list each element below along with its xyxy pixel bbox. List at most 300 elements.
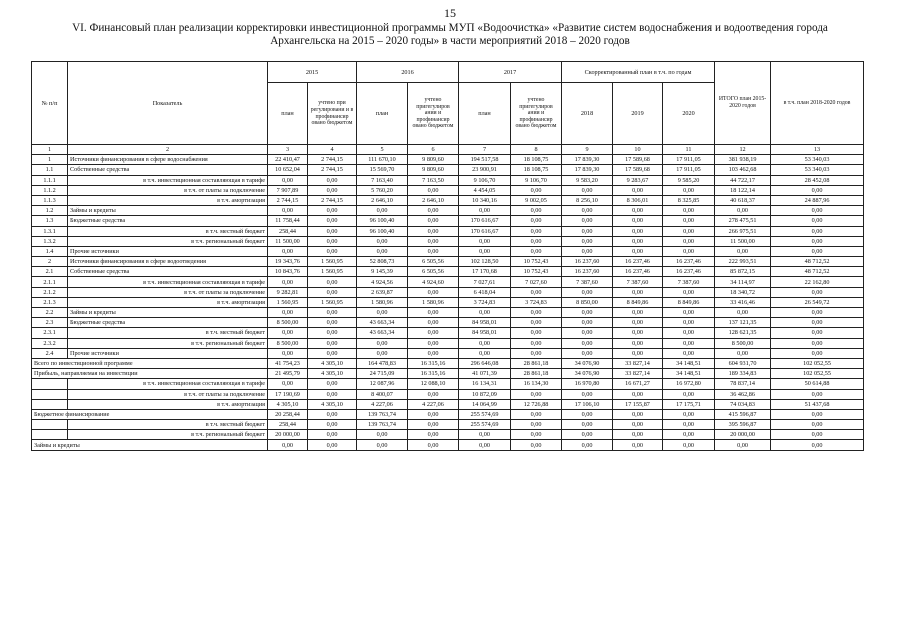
value-cell: 0,00 xyxy=(771,420,864,430)
header-adjusted-plan: Скорректированный план в т.ч. по годам xyxy=(562,62,715,83)
value-cell: 0,00 xyxy=(408,440,459,450)
value-cell: 10 872,09 xyxy=(459,389,511,399)
value-cell: 139 763,74 xyxy=(357,409,408,419)
value-cell: 0,00 xyxy=(308,348,357,358)
title-line-2: Архангельска на 2015 – 2020 годы» в части мероприятий 2018 – 2020 годов xyxy=(270,35,630,47)
table-row xyxy=(32,216,864,226)
value-cell: 16 237,60 xyxy=(562,257,613,267)
value-cell: 9 002,05 xyxy=(511,195,562,205)
value-cell: 0,00 xyxy=(613,318,663,328)
value-cell: 0,00 xyxy=(613,236,663,246)
value-cell: 11 500,00 xyxy=(268,236,308,246)
value-cell: 255 574,69 xyxy=(459,409,511,419)
value-cell: 17 589,68 xyxy=(613,155,663,165)
row-number: 2 xyxy=(32,257,68,267)
value-cell: 0,00 xyxy=(613,185,663,195)
row-label: в т.ч. от платы за подключение xyxy=(68,389,268,399)
value-cell: 0,00 xyxy=(613,348,663,358)
value-cell: 0,00 xyxy=(308,389,357,399)
row-number: 1.1.3 xyxy=(32,195,68,205)
row-label: в т.ч. региональный бюджет xyxy=(68,236,268,246)
value-cell: 0,00 xyxy=(308,308,357,318)
value-cell: 4 924,60 xyxy=(408,277,459,287)
value-cell: 0,00 xyxy=(268,206,308,216)
value-cell: 0,00 xyxy=(562,338,613,348)
value-cell: 0,00 xyxy=(663,430,715,440)
value-cell: 51 437,68 xyxy=(771,399,864,409)
value-cell: 0,00 xyxy=(408,318,459,328)
value-cell: 0,00 xyxy=(357,236,408,246)
value-cell: 0,00 xyxy=(357,246,408,256)
value-cell: 33 827,14 xyxy=(613,369,663,379)
value-cell: 0,00 xyxy=(308,277,357,287)
value-cell: 20 000,00 xyxy=(715,430,771,440)
value-cell: 164 478,83 xyxy=(357,358,408,368)
value-cell: 170 616,67 xyxy=(459,226,511,236)
value-cell: 278 475,51 xyxy=(715,216,771,226)
value-cell: 0,00 xyxy=(663,226,715,236)
value-cell: 128 621,35 xyxy=(715,328,771,338)
value-cell: 0,00 xyxy=(408,236,459,246)
value-cell: 4 227,06 xyxy=(357,399,408,409)
row-label: Прочие источники xyxy=(68,246,268,256)
value-cell: 0,00 xyxy=(308,440,357,450)
row-label: в т.ч. местный бюджет xyxy=(68,420,268,430)
header-plan-2017: план xyxy=(459,83,511,145)
header-incl: в т.ч. план 2018-2020 годов xyxy=(771,62,864,145)
value-cell: 23 900,91 xyxy=(459,165,511,175)
value-cell: 0,00 xyxy=(562,409,613,419)
value-cell: 0,00 xyxy=(771,348,864,358)
financial-plan-table xyxy=(31,61,864,451)
value-cell: 53 340,03 xyxy=(771,165,864,175)
table-row xyxy=(32,155,864,165)
value-cell: 9 585,20 xyxy=(663,175,715,185)
title-line-1: VI. Финансовый план реализации корректировки инвестиционной программы МУП «Водоочистка» «Развитие систем водоснабжения и водоотведения города xyxy=(72,22,828,34)
value-cell: 8 400,07 xyxy=(357,389,408,399)
value-cell: 10 752,43 xyxy=(511,267,562,277)
value-cell: 0,00 xyxy=(771,389,864,399)
value-cell: 0,00 xyxy=(613,287,663,297)
row-label: Бюджетные средства xyxy=(68,216,268,226)
row-label: в т.ч. от платы за подключение xyxy=(68,185,268,195)
value-cell: 0,00 xyxy=(771,318,864,328)
table-row xyxy=(32,246,864,256)
value-cell: 34 148,51 xyxy=(663,369,715,379)
value-cell: 0,00 xyxy=(511,348,562,358)
value-cell: 0,00 xyxy=(663,389,715,399)
value-cell: 0,00 xyxy=(511,389,562,399)
row-label: Собственные средства xyxy=(68,267,268,277)
value-cell: 2 744,15 xyxy=(308,155,357,165)
value-cell: 0,00 xyxy=(715,206,771,216)
value-cell: 96 100,40 xyxy=(357,216,408,226)
value-cell: 0,00 xyxy=(613,338,663,348)
value-cell: 0,00 xyxy=(268,277,308,287)
value-cell: 16 237,46 xyxy=(663,267,715,277)
value-cell: 266 975,51 xyxy=(715,226,771,236)
value-cell: 0,00 xyxy=(268,379,308,389)
value-cell: 9 106,70 xyxy=(459,175,511,185)
value-cell: 0,00 xyxy=(663,440,715,450)
value-cell: 0,00 xyxy=(511,328,562,338)
value-cell: 85 872,15 xyxy=(715,267,771,277)
value-cell: 4 305,10 xyxy=(308,358,357,368)
row-number: 2.2 xyxy=(32,308,68,318)
value-cell: 34 148,51 xyxy=(663,358,715,368)
table-row xyxy=(32,399,864,409)
value-cell: 14 064,99 xyxy=(459,399,511,409)
value-cell: 22 162,80 xyxy=(771,277,864,287)
table-row xyxy=(32,348,864,358)
value-cell: 0,00 xyxy=(562,216,613,226)
table-row xyxy=(32,379,864,389)
value-cell: 0,00 xyxy=(511,206,562,216)
table-row xyxy=(32,430,864,440)
header-2019: 2019 xyxy=(613,83,663,145)
value-cell: 36 462,86 xyxy=(715,389,771,399)
table-body xyxy=(32,155,864,450)
row-number: 1.3.1 xyxy=(32,226,68,236)
header-accounted-2016: учтено пригегулиров ании и профинансир овано бюджетом xyxy=(408,83,459,145)
value-cell: 0,00 xyxy=(408,328,459,338)
value-cell: 4 227,06 xyxy=(408,399,459,409)
value-cell: 18 122,14 xyxy=(715,185,771,195)
value-cell: 9 809,60 xyxy=(408,165,459,175)
value-cell: 258,44 xyxy=(268,420,308,430)
value-cell: 0,00 xyxy=(511,440,562,450)
value-cell: 1 580,96 xyxy=(357,297,408,307)
table-row xyxy=(32,206,864,216)
value-cell: 0,00 xyxy=(357,308,408,318)
value-cell: 0,00 xyxy=(562,420,613,430)
value-cell: 0,00 xyxy=(613,206,663,216)
value-cell: 0,00 xyxy=(771,246,864,256)
value-cell: 0,00 xyxy=(771,216,864,226)
value-cell: 11 758,44 xyxy=(268,216,308,226)
value-cell: 0,00 xyxy=(268,328,308,338)
value-cell: 0,00 xyxy=(771,440,864,450)
row-number xyxy=(32,379,68,389)
row-label: в т.ч. региональный бюджет xyxy=(68,338,268,348)
value-cell: 0,00 xyxy=(562,328,613,338)
value-cell: 296 646,08 xyxy=(459,358,511,368)
value-cell: 9 282,81 xyxy=(268,287,308,297)
header-accounted-2015: учтено при регулировани и в профинансир овано бюджетом xyxy=(308,83,357,145)
value-cell: 8 306,01 xyxy=(613,195,663,205)
value-cell: 44 722,17 xyxy=(715,175,771,185)
value-cell: 2 744,15 xyxy=(308,165,357,175)
value-cell: 0,00 xyxy=(308,206,357,216)
value-cell: 0,00 xyxy=(308,246,357,256)
row-number: 1.1 xyxy=(32,165,68,175)
row-label: в т.ч. местный бюджет xyxy=(68,328,268,338)
value-cell: 84 958,01 xyxy=(459,318,511,328)
value-cell: 7 907,89 xyxy=(268,185,308,195)
value-cell: 1 560,95 xyxy=(308,257,357,267)
value-cell: 0,00 xyxy=(308,287,357,297)
value-cell: 0,00 xyxy=(357,338,408,348)
value-cell: 16 671,27 xyxy=(613,379,663,389)
value-cell: 0,00 xyxy=(613,440,663,450)
value-cell: 0,00 xyxy=(663,409,715,419)
value-cell: 0,00 xyxy=(715,246,771,256)
value-cell: 415 596,87 xyxy=(715,409,771,419)
row-number: 2.3.2 xyxy=(32,338,68,348)
header-plan-2016: план xyxy=(357,83,408,145)
value-cell: 0,00 xyxy=(357,348,408,358)
value-cell: 48 712,52 xyxy=(771,257,864,267)
value-cell: 22 410,47 xyxy=(268,155,308,165)
value-cell: 0,00 xyxy=(511,246,562,256)
document-title xyxy=(30,22,870,48)
value-cell: 0,00 xyxy=(562,348,613,358)
table-row xyxy=(32,185,864,195)
column-number: 11 xyxy=(663,145,715,155)
table-row xyxy=(32,297,864,307)
value-cell: 0,00 xyxy=(663,216,715,226)
header-2018: 2018 xyxy=(562,83,613,145)
value-cell: 0,00 xyxy=(308,409,357,419)
value-cell: 0,00 xyxy=(459,338,511,348)
table-row xyxy=(32,236,864,246)
value-cell: 0,00 xyxy=(663,206,715,216)
table-row xyxy=(32,267,864,277)
value-cell: 2 646,10 xyxy=(357,195,408,205)
column-number: 9 xyxy=(562,145,613,155)
value-cell: 139 763,74 xyxy=(357,420,408,430)
value-cell: 189 334,83 xyxy=(715,369,771,379)
value-cell: 9 809,60 xyxy=(408,155,459,165)
value-cell: 18 108,75 xyxy=(511,165,562,175)
row-label: в т.ч. инвестиционная составляющая в тарифе xyxy=(68,379,268,389)
value-cell: 6 505,56 xyxy=(408,257,459,267)
value-cell: 0,00 xyxy=(308,379,357,389)
value-cell: 48 712,52 xyxy=(771,267,864,277)
value-cell: 255 574,69 xyxy=(459,420,511,430)
column-number: 12 xyxy=(715,145,771,155)
value-cell: 1 560,95 xyxy=(268,297,308,307)
value-cell: 0,00 xyxy=(771,409,864,419)
row-label: в т.ч. амортизация xyxy=(68,297,268,307)
value-cell: 74 034,83 xyxy=(715,399,771,409)
value-cell: 0,00 xyxy=(663,328,715,338)
value-cell: 0,00 xyxy=(268,175,308,185)
value-cell: 8 256,10 xyxy=(562,195,613,205)
value-cell: 28 861,18 xyxy=(511,369,562,379)
table-row xyxy=(32,420,864,430)
value-cell: 0,00 xyxy=(562,226,613,236)
row-label: Источники финансирования в сфере водоснабжения xyxy=(68,155,268,165)
value-cell: 0,00 xyxy=(511,409,562,419)
value-cell: 0,00 xyxy=(771,328,864,338)
value-cell: 604 931,70 xyxy=(715,358,771,368)
value-cell: 0,00 xyxy=(562,318,613,328)
value-cell: 34 114,97 xyxy=(715,277,771,287)
row-number: 1.4 xyxy=(32,246,68,256)
value-cell: 0,00 xyxy=(408,226,459,236)
table-row xyxy=(32,369,864,379)
value-cell: 19 343,76 xyxy=(268,257,308,267)
value-cell: 0,00 xyxy=(308,185,357,195)
value-cell: 170 616,67 xyxy=(459,216,511,226)
value-cell: 17 911,05 xyxy=(663,165,715,175)
value-cell: 0,00 xyxy=(511,308,562,318)
header-plan-2015: план xyxy=(268,83,308,145)
value-cell: 0,00 xyxy=(357,430,408,440)
value-cell: 0,00 xyxy=(613,409,663,419)
value-cell: 18 108,75 xyxy=(511,155,562,165)
row-label: Прибыль, направляемая на инвестиции xyxy=(32,369,268,379)
table-row xyxy=(32,409,864,419)
header-no: № п/п xyxy=(32,62,68,145)
value-cell: 8 500,00 xyxy=(268,318,308,328)
row-label: Прочие источники xyxy=(68,348,268,358)
value-cell: 0,00 xyxy=(663,185,715,195)
row-label: Источники финансирования в сфере водоотведения xyxy=(68,257,268,267)
value-cell: 28 861,18 xyxy=(511,358,562,368)
value-cell: 0,00 xyxy=(562,430,613,440)
row-label: Займы и кредиты xyxy=(68,206,268,216)
value-cell: 102 128,50 xyxy=(459,257,511,267)
value-cell: 0,00 xyxy=(613,328,663,338)
value-cell: 41 754,23 xyxy=(268,358,308,368)
value-cell: 0,00 xyxy=(613,246,663,256)
value-cell: 0,00 xyxy=(771,206,864,216)
value-cell: 0,00 xyxy=(663,308,715,318)
value-cell: 17 911,05 xyxy=(663,155,715,165)
value-cell: 0,00 xyxy=(459,246,511,256)
column-number: 3 xyxy=(268,145,308,155)
value-cell: 7 163,50 xyxy=(408,175,459,185)
value-cell: 137 121,35 xyxy=(715,318,771,328)
value-cell: 0,00 xyxy=(459,430,511,440)
value-cell: 0,00 xyxy=(715,348,771,358)
value-cell: 0,00 xyxy=(562,206,613,216)
value-cell: 17 589,68 xyxy=(613,165,663,175)
value-cell: 0,00 xyxy=(771,287,864,297)
header-2017: 2017 xyxy=(459,62,562,83)
value-cell: 0,00 xyxy=(308,328,357,338)
row-label: Собственные средства xyxy=(68,165,268,175)
table-row xyxy=(32,277,864,287)
value-cell: 0,00 xyxy=(511,338,562,348)
value-cell: 0,00 xyxy=(268,348,308,358)
table-row xyxy=(32,328,864,338)
value-cell: 78 837,14 xyxy=(715,379,771,389)
value-cell: 0,00 xyxy=(663,236,715,246)
value-cell: 0,00 xyxy=(562,440,613,450)
row-number xyxy=(32,399,68,409)
row-number: 1.2 xyxy=(32,206,68,216)
row-number: 2.3.1 xyxy=(32,328,68,338)
row-label: в т.ч. инвестиционная составляющая в тарифе xyxy=(68,277,268,287)
value-cell: 0,00 xyxy=(663,287,715,297)
column-number: 8 xyxy=(511,145,562,155)
row-number: 1.3 xyxy=(32,216,68,226)
row-number: 2.1.1 xyxy=(32,277,68,287)
value-cell: 4 305,10 xyxy=(268,399,308,409)
value-cell: 0,00 xyxy=(663,348,715,358)
table-row xyxy=(32,389,864,399)
value-cell: 0,00 xyxy=(613,420,663,430)
value-cell: 11 500,00 xyxy=(715,236,771,246)
row-number: 2.1.2 xyxy=(32,287,68,297)
value-cell: 0,00 xyxy=(408,246,459,256)
value-cell: 84 958,01 xyxy=(459,328,511,338)
column-number: 5 xyxy=(357,145,408,155)
value-cell: 16 972,80 xyxy=(663,379,715,389)
value-cell: 0,00 xyxy=(663,338,715,348)
value-cell: 16 237,60 xyxy=(562,267,613,277)
row-number: 1.1.1 xyxy=(32,175,68,185)
column-number-row xyxy=(32,145,864,155)
value-cell: 0,00 xyxy=(715,308,771,318)
value-cell: 16 315,16 xyxy=(408,369,459,379)
value-cell: 24 887,96 xyxy=(771,195,864,205)
row-label: в т.ч. инвестиционная составляющая в тарифе xyxy=(68,175,268,185)
row-label: в т.ч. амортизация xyxy=(68,195,268,205)
value-cell: 0,00 xyxy=(613,216,663,226)
value-cell: 0,00 xyxy=(511,185,562,195)
value-cell: 10 843,76 xyxy=(268,267,308,277)
row-number: 1.3.2 xyxy=(32,236,68,246)
column-number: 1 xyxy=(32,145,68,155)
header-indicator: Показатель xyxy=(68,62,268,145)
row-number: 2.3 xyxy=(32,318,68,328)
header-2016: 2016 xyxy=(357,62,459,83)
value-cell: 8 850,00 xyxy=(562,297,613,307)
value-cell: 17 175,71 xyxy=(663,399,715,409)
value-cell: 34 076,90 xyxy=(562,358,613,368)
value-cell: 0,00 xyxy=(511,318,562,328)
value-cell: 0,00 xyxy=(308,318,357,328)
value-cell: 0,00 xyxy=(408,430,459,440)
value-cell: 9 283,67 xyxy=(613,175,663,185)
row-label: в т.ч. местный бюджет xyxy=(68,226,268,236)
value-cell: 0,00 xyxy=(308,420,357,430)
value-cell: 0,00 xyxy=(308,236,357,246)
value-cell: 102 052,55 xyxy=(771,358,864,368)
value-cell: 4 305,10 xyxy=(308,369,357,379)
table-row xyxy=(32,318,864,328)
value-cell: 9 145,39 xyxy=(357,267,408,277)
value-cell: 8 325,85 xyxy=(663,195,715,205)
value-cell: 0,00 xyxy=(613,430,663,440)
value-cell: 15 569,70 xyxy=(357,165,408,175)
column-number: 10 xyxy=(613,145,663,155)
table-row xyxy=(32,338,864,348)
value-cell: 5 760,20 xyxy=(357,185,408,195)
value-cell: 9 583,20 xyxy=(562,175,613,185)
table-row xyxy=(32,257,864,267)
value-cell: 0,00 xyxy=(459,348,511,358)
row-number: 2.1.3 xyxy=(32,297,68,307)
value-cell: 10 652,04 xyxy=(268,165,308,175)
value-cell: 16 315,16 xyxy=(408,358,459,368)
value-cell: 258,44 xyxy=(268,226,308,236)
value-cell: 0,00 xyxy=(357,206,408,216)
value-cell: 0,00 xyxy=(408,185,459,195)
value-cell: 10 752,43 xyxy=(511,257,562,267)
value-cell: 17 190,69 xyxy=(268,389,308,399)
value-cell: 20 000,00 xyxy=(268,430,308,440)
table-row xyxy=(32,308,864,318)
value-cell: 0,00 xyxy=(308,226,357,236)
value-cell: 7 027,61 xyxy=(459,277,511,287)
value-cell: 26 549,72 xyxy=(771,297,864,307)
header-2015: 2015 xyxy=(268,62,357,83)
